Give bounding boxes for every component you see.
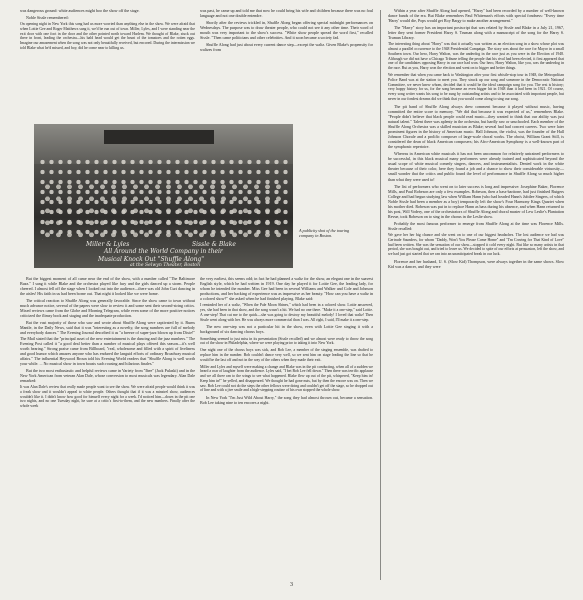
paragraph: was dangerous ground: white audiences might boo the show off the stage. [20, 8, 140, 13]
block-quote: We remember that when you came back to Washington after your first whistle-stop tour in 1948, the Metropolitan Police Band was at the station to meet you. They struck up our song and someone in the Democratic National Committee, we never knew whom, decided that it would be the ideal campaign song for you. The rest is history; very happy history for us, for the song became an even bigger hit in 1948 than it had been in 1921. Of course, every song writer wants his song to be sung by outstanding artists and to be associated with important people, but never in our fondest dreams did we think that you would come along to sing our song. [388, 73, 564, 102]
paragraph: In New York "I'm Just Wild About Harry," the song they had almost thrown out, became a sensation. Bob Lee taking nine to ten encores a night. [200, 395, 373, 406]
paragraph: But the two most enthusiastic and helpful reviews came in Variety from "Ibee" (Jack Pulaski) and in the New York American from veteran Alan Dale, whose conversion to most musicals was legendary. Alan Dale remarked: [20, 367, 195, 383]
block-quote: It was Alan Dale's review that really made people want to see the show. We were afraid people would think it was a freak show and it wouldn't appeal to white people. Others thought that if it was a minstrel show, audiences wouldn't like it. I didn't know how good for himself every night for a week. I'd noticed him—down in the pit one two nights, and no one Tuesday night, he sure at a critic's first-to-them, and the new numbers. Finally after the whole week [20, 384, 195, 409]
block-quote: On opening night in New York this song had us more worried than anything else in the show. We were afraid that when Lottie Gee and Roger Matthews sang it, we'd be run out of town. Miller, Lyles, and I were standing near the exit door with one foot in the door and the other pointed north toward Harlem. We thought of Blake, stuck out there in front, leading the orchestra—his bald head would get the brunt of the tomatoes and the rotten eggs. Imagine our amazement when the song was not only beautifully received, but encored. During the intermission we told Blake what he'd missed, and boy, did he come near to killing us. [20, 22, 195, 51]
column-3 [388, 8, 564, 271]
paragraph: Shuffle Along had just about every current dance step—except the waltz. Given Blake's propensity for waltzes from [200, 42, 373, 53]
paragraph: The list of performers who went on to later success is long and impressive: Josephine Baker, Florence Mills, and Paul Robeson are only a few examples. Robeson, then a bass-baritone, had just finished Rutgers College and had begun studying law when William Hann (who had headed Hann's Jubilee Singers, of which Noble Sissle had been a member as a boy) temporarily left the show's Four Harmony Kings Quartet when his mother died. Robeson was put in to replace Hann as bass during his absence, and when Hann returned to his post, Will Vodery, one of the orchestrators of Shuffle Along and choral master of Lew Leslie's Plantation Revue, took Robeson on to sing in the chorus in the Leslie show. [388, 183, 564, 219]
paragraph: But the biggest moment of all came near the end of the show, with a number called "The Baltimore Buzz." I sang it while Blake and the orchestra played like fury and the girls danced up a storm. People cheered. I almost fell off the stage when I looked out into the audience—there was old John Curt dancing in the aisles! His faith in us had been borne out. That night it looked like we were home. [20, 276, 195, 297]
column-2-top [200, 8, 373, 54]
photo-crowd-front [42, 182, 285, 238]
block-quote: We gave her her big chance and she went on to one of our biggest headaches. The lost audience we had was Gertrude Saunders, for whom "Daddy, Won't You Please Come Home" and "I'm Craving for That Kind of Love" had been written. She was the sensation of our show—stopped it cold every night. But like so many artists in that period, she was bought out, and tried to leave us. We decided to spite of our efforts at persuasion, left the show, and we had just got started that we ran into an unanticipated break in our luck. [388, 232, 564, 257]
paragraph: Whereas in American white musicals it has not been uncommon for relatively untrained performers to be successful, in this black musical many performers were already trained and sophisticated beyond the usual scope of white musical comedy singers, dancers, and instrumentalists. Denied work in the white theater because of their color, here they found a job and a chance to show their considerable virtuosity—small wonder that the critics and public found the level of performance in Shuffle Along so much higher than what they were used to! [388, 151, 564, 182]
photo-side-caption: A publicity shot of the touring company in Boston. [299, 228, 350, 239]
paragraph: The "Harry" story has an important postscript that was related by Sissle and Blake in a July 21, 1967, letter they sent former President Harry S. Truman along with a manuscript of the song for the Harry S. Truman Library. [388, 25, 564, 41]
paragraph: the very earliest, this seems odd; in fact he had planned a waltz for the show, an elegant one in the suavest English style, which he had written in 1919. One day he played it for Lottie Gee, the leading lady, for whom he intended the number. Miss Gee had been in several Williams and Walker and Cole and Johnson productions, and her backing of experience was as impressive as her beauty. "How can you have a waltz in a colored show?" she asked when he had finished playing. Blake said: [200, 276, 373, 302]
photo-caption-right: Sissle & Blake [192, 241, 236, 248]
paragraph: The critical reaction to Shuffle Along was generally favorable. Since the show came to town without much advance notice, several of the papers were slow to review it and some sent their second-string critics. Mixed reviews came from the Globe and Morning Telegram, while even some of the more positive notices criticized the flimsy book and staging and the inadequate production. [20, 298, 195, 319]
photo-caption-line4: at the Selwyn Theater, Boston [130, 263, 201, 268]
paragraph: Probably the most famous performer to emerge from Shuffle Along at the time was Florence Mills. Sissle recalled: [388, 220, 564, 231]
block-quote: One night one of the chorus boys was sick, and Bob Lee, a member of the singing ensemble, was drafted to replace him in the number. Bob couldn't dance very well, so we sent him on stage leading the line so that he would be the last off and not in the way of the others when they made their exit. [200, 348, 373, 362]
block-quote: I reminded her of a waltz, "When the Pale Moon Shines," which had been in a colored show. Lottie answered, yes, she had been in that show, and the song wasn't a hit. We had no one there. "Make it a one-step," said Lottie. A one-step! That cut me to the quick—she was going to destroy my beautiful melody! I loved that waltz! Then Sissle went along with her. He was always more commercial than I was. All right, I said, I'll make it a one-step. [200, 303, 373, 322]
page-number: 3 [290, 582, 293, 588]
paragraph: The new one-step was not a particular hit in the show, even with Lottie Gee singing it with a background of six dancing chorus boys. [200, 324, 373, 335]
block-quote: Something seemed to just miss in its presentation (Sissle recalled) and we almost were ready to throw the song out of the show in Philadelphia, where we were playing prior to taking it into New York. [200, 336, 373, 346]
column-divider [380, 10, 381, 580]
column-1-top [20, 8, 195, 53]
block-quote: Miller and Lyles and myself were making a change and Blake was in the pit conducting, when all of a sudden we heard a roar of laughter from the audience. Lyles said, "I bet Bob Lee fell down." Then there was terrific applause and we all three ran to the wings to see what happened. Blake flew up out of the pit, whispered, "Keep him in! Keep him in!" he yelled, and disappeared. We thought he had gone nuts, but by then the encore was on. Then we saw. Bob Lee could not do the steps the other fellows were doing and couldn't get off the stage, so he dropped out of line and with a jive smile and a high-stepping routine of his own stopped the whole show. [200, 364, 373, 393]
company-photo [34, 124, 293, 268]
paragraph: Within a year after Shuffle Along had opened, "Harry" had been recorded by a number of well-known dance bands of the era. But Blake remembers Paul Whiteman's efforts with special fondness: "Every time 'Harry' would die, Pops would get Roy Bargy to make another arrangement." [388, 8, 564, 24]
paragraph: But the vast majority of those who saw and wrote about Shuffle Along were captivated by it. Burns Mantle, in the Daily News, said that it was "interesting as a novelty, the song numbers are full of melody and everybody dances." The Evening Journal described it as "a breeze of super-jazz blown up from Dixie!" The Mail stated that the "principal asset of the new entertainment is the dancing and the jazz numbers." The Evening Post called it "a good deal better than a number of musical plays offered this season—it's well worth hearing." Strong praise came from Billboard, "real, wholesome and filled with a spirit of liveliness and good humor which amazes anyone who has endured the languid efforts of ordinary Broadway musical affairs." The influential Heywood Broun told his Evening World readers that "Shuffle Along is well worth your while. ... No musical show in town boasts such rousing and hilarious finales." [20, 320, 195, 366]
block-quote: The interesting thing about "Harry" was that it actually was written as an election song in a show whose plot was almost a parallel occurrence to the 1948 Presidential Campaign. The story was about the race for Mayor in a small Southern town. Our hero, Harry Walton, was the underdog in the race just as you were in the Election of 1948. Although we did not have a Chicago Tribune telling the people that his rival had been elected, it first appeared that one of the candidates opposing Harry in our race had won. Our hero, Harry Walton, like you, was the underdog in the race. But as you, Harry won the election and went on to bigger and better things. [388, 42, 564, 71]
photo-caption-line3: Musical Knock Out "Shuffle Along" [98, 256, 205, 263]
paragraph: Shortly after the reviews trickled in, Shuffle Along began offering special midnight performances on Wednesdays. The purpose was to draw theater people, who could not see it any other time. Their word of mouth was very important to the show's success. "White show people spread the word first," recalled Sissle. "Then came politicians and other celebrities. And it soon became a society fad. [200, 20, 373, 41]
paragraph: was past, he came up and told me that now he could bring his wife and children because there was no foul language and not one double entendre. [200, 8, 373, 19]
column-2-bottom [200, 276, 373, 407]
photo-caption-left: Miller & Lyles [86, 241, 130, 248]
column-1-bottom [20, 276, 195, 411]
paragraph: The pit band of Shuffle Along always drew comment because it played without music, having committed the entire score to memory. "We did that because it was expected of us," remembers Blake. "People didn't believe that black people could read music—they wanted to think that our ability was just natural talent." Talent there was aplenty in the orchestra, but hardly raw or unschooled. Each member of the Shuffle Along Orchestra was a skilled musician as Blake; several had had concert careers. Two were later prominent figures in the history of American music. Hall Johnson, the violist, was the founder of the Hall Johnson Chorale and a prolific composer of large-scale choral works. The oboist, William Grant Still, is considered the dean of black American composers; his Afro-American Symphony is a well-known part of the symphonic repertoire. [388, 103, 564, 150]
paragraph: Florence and her husband, U. S. (Slow Kid) Thompson, were always together in the same shows. Slow Kid was a dancer, and they were [388, 258, 564, 269]
paragraph: Noble Sissle remembered: [26, 15, 69, 21]
photo-banner [104, 130, 214, 144]
photo-caption-line2: All Around the World Company in their [104, 248, 223, 255]
